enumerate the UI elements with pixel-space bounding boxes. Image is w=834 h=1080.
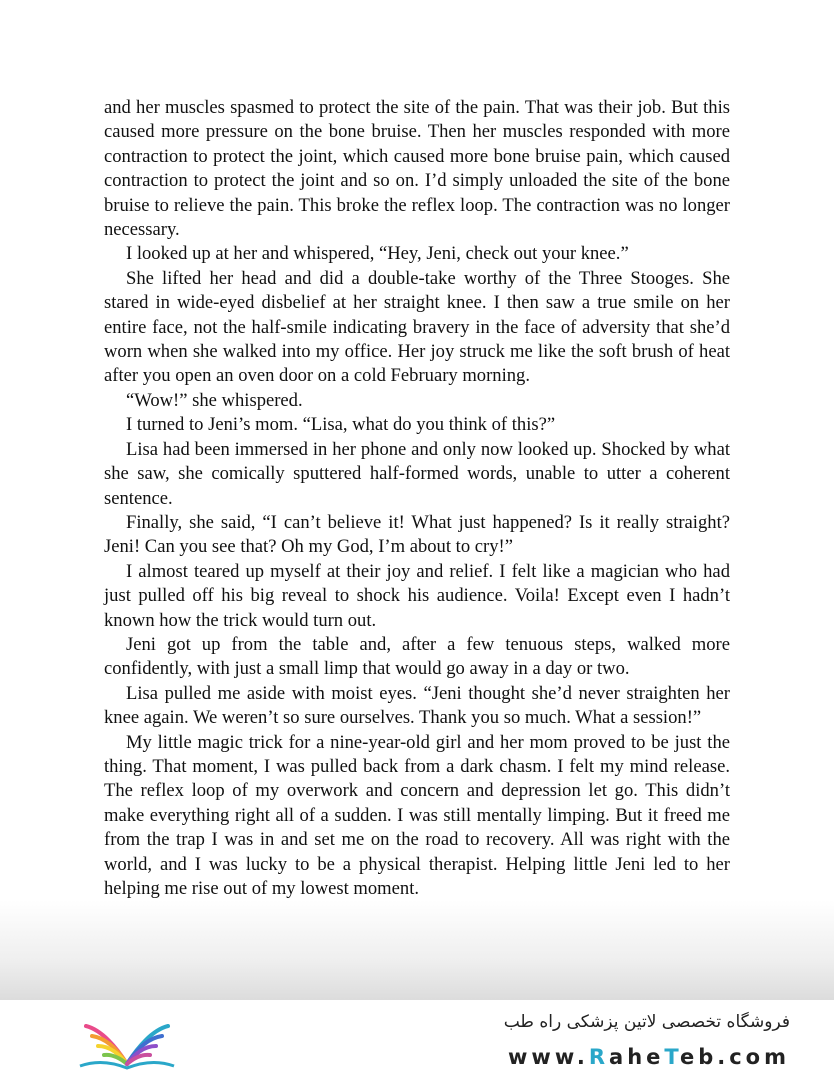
shop-name: فروشگاه تخصصی لاتین پزشکی راه طب — [503, 1012, 790, 1032]
paragraph: and her muscles spasmed to protect the site of the pain. That was their job. But this caused more pressure on the bone bruise. Then her muscles responded with more contraction to protect the joint, which caused more bone bruise pain, which caused contraction to protect the joint and so on. I’d simply unloaded the site of the bone bruise to relieve the pain. This broke the reflex loop. The contraction was no longer necessary. — [104, 97, 730, 241]
site-suffix: .com — [717, 1045, 790, 1069]
website-url[interactable] — [420, 1045, 790, 1069]
paragraph: I turned to Jeni’s mom. “Lisa, what do you think of this?” — [126, 414, 556, 436]
site-prefix: www. — [508, 1045, 589, 1069]
paragraph: I almost teared up myself at their joy and relief. I felt like a magician who had just pulled off his big reveal to shock his audience. Voila! Except even I hadn’t known how the trick would turn out. — [104, 560, 730, 631]
site-letter-t: T — [664, 1045, 680, 1069]
open-book-logo-icon — [72, 1008, 182, 1072]
site-ahe: ahe — [609, 1045, 665, 1069]
site-eb: eb — [679, 1045, 718, 1069]
paragraph: She lifted her head and did a double-take worthy of the Three Stooges. She stared in wide-eyed disbelief at her straight knee. I then saw a true smile on her entire face, not the half-smile indicating bravery in the face of adversity that she’d worn when she walked into my office. Her joy struck me like the soft brush of heat after you open an oven door on a cold February morning. — [104, 267, 730, 387]
body-text — [104, 96, 730, 901]
paragraph: Finally, she said, “I can’t believe it! What just happened? Is it really straight? Jeni! Can you see that? Oh my God, I’m about to cry!” — [104, 511, 730, 558]
paragraph: Lisa had been immersed in her phone and only now looked up. Shocked by what she saw, she comically sputtered half-formed words, unable to utter a coherent sentence. — [104, 438, 730, 509]
site-letter-r: R — [588, 1045, 610, 1069]
paragraph: My little magic trick for a nine-year-old girl and her mom proved to be just the thing. That moment, I was pulled back from a dark chasm. I felt my mind release. The reflex loop of my overwork and concern and depression let go. This didn’t make everything right all of a sudden. I was still mentally limping. But it freed me from the trap I was in and set me on the road to recovery. All was right with the world, and I was lucky to be a physical therapist. Helping little Jeni led to her helping me rise out of my lowest moment. — [104, 731, 730, 899]
paragraph: “Wow!” she whispered. — [126, 389, 303, 411]
paragraph: Jeni got up from the table and, after a few tenuous steps, walked more confidently, with just a small limp that would go away in a day or two. — [104, 633, 730, 680]
paragraph: Lisa pulled me aside with moist eyes. “Jeni thought she’d never straighten her knee again. We weren’t so sure ourselves. Thank you so much. What a session!” — [104, 682, 730, 729]
paragraph: I looked up at her and whispered, “Hey, Jeni, check out your knee.” — [126, 243, 629, 265]
